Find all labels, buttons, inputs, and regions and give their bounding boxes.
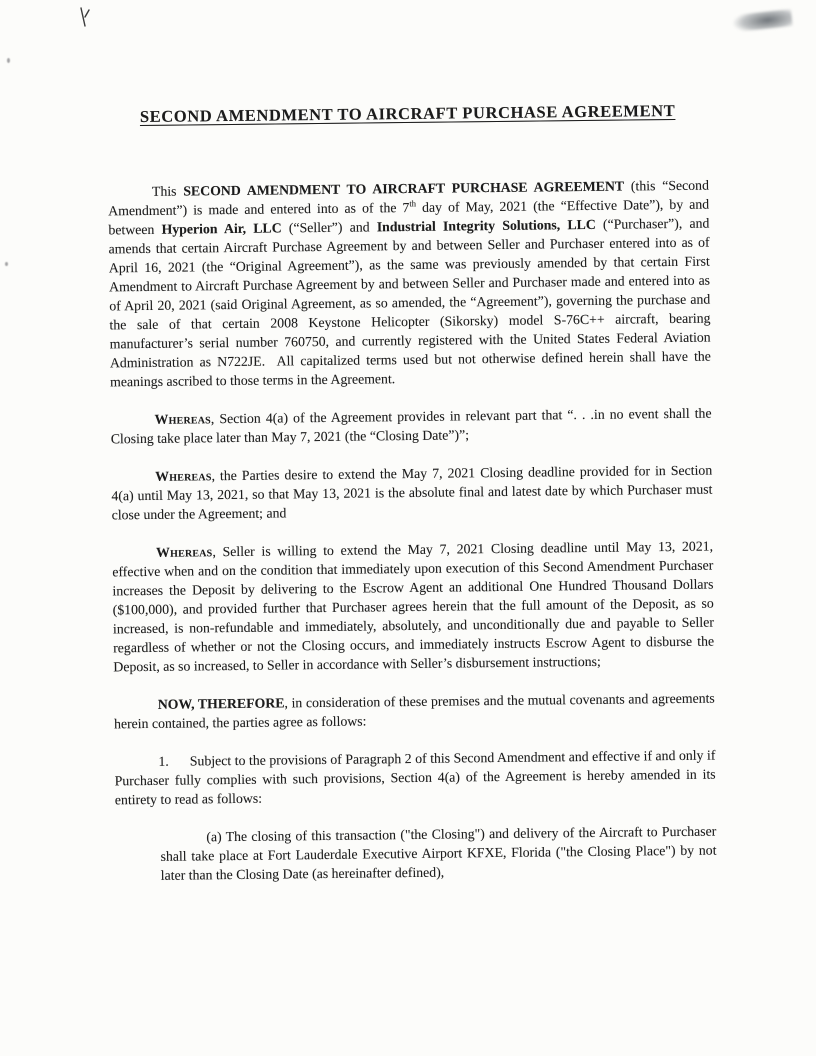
document-title: SECOND AMENDMENT TO AIRCRAFT PURCHASE AGREEMENT <box>139 100 676 127</box>
text-segment: , Seller is willing to extend the May 7, 2021 Closing deadline until May 13, 2021, effective when and on the condition that immediately upon execution of this Second Amendment Purchaser increases the Deposit by delivering to the Escrow Agent an additional One Hundred Thousand Dollars ($100,000), and provided further that Purchaser agrees herein that the full amount of the Deposit, as so increased, is non-refundable and immediately, absolutely, and unconditionally due and payable to Seller regardless of whether or not the Closing occurs, and immediately instructs Escrow Agent to disburse the Deposit, as so increased, to Seller in accordance with Seller’s disbursement instructions; <box>112 538 715 675</box>
text-segment: (“Seller”) and <box>281 219 377 236</box>
text-segment: NOW, THEREFORE <box>157 695 285 712</box>
text-segment: (“Purchaser”), and amends that certain Aircraft Purchase Agreement by and between Seller and Purchaser entered into as of April 16, 2021 (the “Original Agreement”), as the same was previously amended by that certain First Amendment to Aircraft Purchase Agreement by and between Seller and Purchaser made and entered into as of April 20, 2021 (said Original Agreement, as so amended, the “Agreement”), governing the purchase and the sale of that certain 2008 Keystone Helicopter (Sikorsky) model S-76C++ aircraft, bearing manufacturer’s serial number 760750, and currently registered with the United States Federal Aviation Administration as N722JE. All capitalized terms used but not otherwise defined herein shall have the meanings ascribed to those terms in the Agreement. <box>108 215 711 390</box>
paragraph-whereas-1 <box>110 404 711 449</box>
text-segment: , the Parties desire to extend the May 7, 2021 Closing deadline provided for in Section 4(a) until May 13, 2021, so that May 13, 2021 is the absolute final and latest date by which Purchaser must close under the Agreement; and <box>111 462 713 523</box>
text-segment: , Section 4(a) of the Agreement provides in relevant part that “. . .in no event shall the Closing take place later than May 7, 2021 (the “Closing Date”)”; <box>110 405 712 447</box>
text-segment: Whereas <box>154 411 211 427</box>
paragraph-subsection-a <box>160 822 717 885</box>
text-segment: day of May, 2021 (the “Effective Date”), by and between <box>108 196 710 238</box>
pen-mark-icon <box>76 6 92 35</box>
text-segment: 1. Subject to the provisions of Paragraph 2 of this Second Amendment and effective if and only if Purchaser fully complies with such provisions, Section 4(a) of the Agreement is hereby amended in its entirety to read as follows: <box>114 747 716 808</box>
paragraph-whereas-3 <box>112 537 714 677</box>
text-segment: Whereas <box>155 544 213 560</box>
scan-speck <box>7 58 10 63</box>
text-segment: This <box>151 183 184 199</box>
text-segment: (this “Second Amendment”) is made and entered into as of the 7 <box>108 177 710 219</box>
text-segment: Industrial Integrity Solutions, LLC <box>376 216 596 235</box>
paragraph-intro <box>108 176 711 392</box>
scan-smudge-top-right <box>715 9 792 34</box>
text-segment: (a) The closing of this transaction ("the Closing") and delivery of the Aircraft to Purchaser shall take place at Fort Lauderdale Executive Airport KFXE, Florida ("the Closing Place") by not later than the Closing Date (as hereinafter defined), <box>160 823 717 883</box>
text-segment: Whereas <box>155 468 212 484</box>
text-segment: , in consideration of these premises and the mutual covenants and agreements herein contained, the parties agree as follows: <box>113 690 715 732</box>
paragraph-section-1 <box>114 746 716 810</box>
scan-speck <box>5 262 8 266</box>
document-content <box>107 101 717 886</box>
text-segment: Hyperion Air, LLC <box>161 220 282 237</box>
paragraph-whereas-2 <box>111 461 713 525</box>
text-segment: th <box>409 198 417 209</box>
text-segment: SECOND AMENDMENT TO AIRCRAFT PURCHASE AGREEMENT <box>183 178 625 199</box>
paragraph-now-therefore <box>114 689 715 734</box>
